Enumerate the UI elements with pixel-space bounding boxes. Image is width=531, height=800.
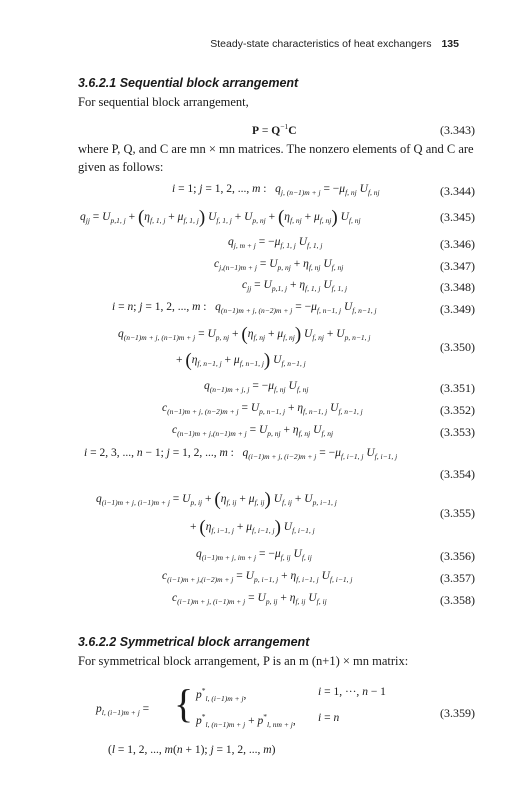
paragraph-matrix-definition: where P, Q, and C are mn × mn matrices. The nonzero elements of Q and C are given as follows: bbox=[78, 142, 474, 174]
equation-3-359-condition-1: i = 1, ···, n − 1 bbox=[318, 686, 386, 698]
equation-number: (3.349) bbox=[440, 302, 475, 316]
equation-3-351: $q_{(n-1)m + j, j} = -\mu_{f, nj}$ $U_{f, nj}$ bbox=[204, 380, 309, 394]
equation-number: (3.352) bbox=[440, 403, 475, 417]
equation-3-359-range: (l = 1, 2, ..., m(n + 1); j = 1, 2, ..., m) bbox=[108, 744, 276, 756]
equation-3-345: $q_{jj} = U_{p,1, j} + (\eta_{f, 1, j} + \mu_{f, 1, j}) U_{f, 1, j} + U_{p, nj} + (\eta_{f, nj} + \mu_{f, nj})$ $U_{f, nj}$ bbox=[80, 207, 361, 228]
equation-3-355-line-2: + $(\eta_{f, i-1, j} + \mu_{f, i-1, j})$ $U_{f, i-1, j}$ bbox=[190, 517, 315, 538]
equation-3-346: $q_{j, m + j} = -\mu_{f, 1, j}$ $U_{f, 1, j}$ bbox=[228, 236, 323, 250]
equation-3-355-line-1: $q_{(i-1)m + j, (i-1)m + j} = U_{p, ij} + (\eta_{f, ij} + \mu_{f, ij}) U_{f, ij} + U_{p, i-1, j}$ bbox=[96, 489, 337, 510]
equation-3-348: $c_{jj} = U_{p,1, j} + \eta_{f, 1, j}$ $U_{f, 1, j}$ bbox=[242, 279, 348, 293]
equation-3-344: i = 1; j = 1, 2, ..., m : $q_{j, (n-1)m + j} = -\mu_{f, nj}$ $U_{f, nj}$ bbox=[172, 183, 380, 197]
running-header bbox=[210, 38, 459, 50]
equation-3-356: $q_{(i-1)m + j, im + j} = -\mu_{f, ij}$ $U_{f, ij}$ bbox=[196, 548, 312, 562]
equation-number: (3.348) bbox=[440, 280, 475, 294]
equation-number: (3.345) bbox=[440, 210, 475, 224]
section-intro-sequential: For sequential block arrangement, bbox=[78, 95, 249, 109]
equation-number: (3.351) bbox=[440, 381, 475, 395]
equation-number: (3.356) bbox=[440, 549, 475, 563]
equation-3-347: $c_{j,(n-1)m + j} = U_{p, nj} + \eta_{f, nj}$ $U_{f, nj}$ bbox=[214, 258, 344, 272]
equation-number: (3.359) bbox=[440, 706, 475, 720]
equation-3-357: $c_{(i-1)m + j,(i-2)m + j} = U_{p, i-1, j} + \eta_{f, i-1, j}$ $U_{f, i-1, j}$ bbox=[162, 570, 353, 584]
equation-number: (3.343) bbox=[440, 123, 475, 137]
equation-number: (3.355) bbox=[440, 506, 475, 520]
piecewise-brace: { bbox=[174, 681, 194, 726]
equation-number: (3.357) bbox=[440, 571, 475, 585]
equation-number: (3.353) bbox=[440, 425, 475, 439]
equation-3-359-case-1: $p^*_{l, (i-1)m + j}$, bbox=[196, 686, 247, 703]
equation-number: (3.350) bbox=[440, 340, 475, 354]
equation-3-359-case-2: $p^*_{l, (n-1)m + j} + p^*_{l, nm + j}$, bbox=[196, 712, 296, 729]
equation-3-350-line-2: + $(\eta_{f, n-1, j} + \mu_{f, n-1, j})$ $U_{f, n-1, j}$ bbox=[176, 350, 306, 371]
section-intro-symmetrical: For symmetrical block arrangement, P is an m (n+1) × mn matrix: bbox=[78, 654, 409, 668]
equation-number: (3.344) bbox=[440, 184, 475, 198]
equation-3-353: $c_{(n-1)m + j,(n-1)m + j} = U_{p, nj} + \eta_{f, nj}$ $U_{f, nj}$ bbox=[172, 424, 334, 438]
equation-3-354: i = 2, 3, ..., n − 1; j = 1, 2, ..., m : $q_{(i-1)m + j, (i-2)m + j} = -\mu_{f, i-1, j}$ $U_{f, i-1, j}$ bbox=[84, 447, 398, 461]
section-heading-symmetrical: 3.6.2.2 Symmetrical block arrangement bbox=[78, 635, 310, 649]
equation-3-359-lhs: $p_{l, (i-1)m + j}$ = bbox=[96, 703, 150, 717]
equation-number: (3.347) bbox=[440, 259, 475, 273]
equation-3-343: $P = Q^{-1}C$ bbox=[252, 122, 297, 137]
running-title: Steady-state characteristics of heat exchangers bbox=[210, 38, 432, 50]
equation-3-359-condition-2: i = n bbox=[318, 712, 340, 724]
equation-number: (3.354) bbox=[440, 467, 475, 481]
equation-number: (3.358) bbox=[440, 593, 475, 607]
section-heading-sequential: 3.6.2.1 Sequential block arrangement bbox=[78, 76, 299, 90]
equation-3-358: $c_{(i-1)m + j, (i-1)m + j} = U_{p, ij} + \eta_{f, ij}$ $U_{f, ij}$ bbox=[172, 592, 327, 606]
equation-3-352: $c_{(n-1)m + j, (n-2)m + j} = U_{p, n-1, j} + \eta_{f, n-1, j}$ $U_{f, n-1, j}$ bbox=[162, 402, 363, 416]
equation-3-350-line-1: $q_{(n-1)m + j, (n-1)m + j} = U_{p, nj} + (\eta_{f, nj} + \mu_{f, nj}) U_{f, nj} + U_{p, n-1, j}$ bbox=[118, 324, 371, 345]
equation-3-349: i = n; j = 1, 2, ..., m : $q_{(n-1)m + j, (n-2)m + j} = -\mu_{f, n-1, j}$ $U_{f, n-1, j}$ bbox=[112, 301, 377, 315]
equation-number: (3.346) bbox=[440, 237, 475, 251]
page-number: 135 bbox=[441, 38, 459, 50]
